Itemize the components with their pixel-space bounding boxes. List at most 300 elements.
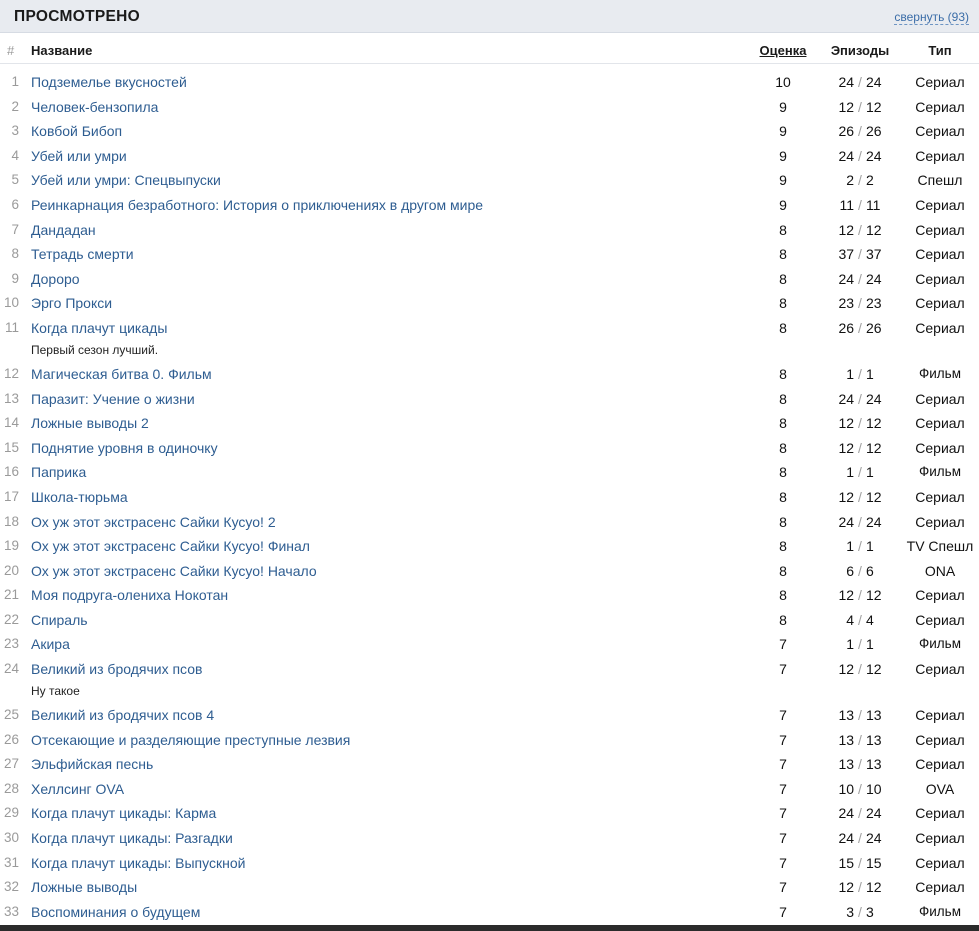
title-link[interactable]: Когда плачут цикады: Разгадки: [31, 830, 233, 847]
bottom-bar: [0, 925, 979, 931]
score-value: 9: [779, 123, 787, 140]
episodes-watched: 12: [838, 415, 855, 432]
score-value: 7: [779, 830, 787, 847]
table-row: [0, 95, 979, 120]
type-value: Фильм: [919, 636, 961, 652]
episodes-watched: 13: [838, 756, 855, 773]
type-value: Сериал: [915, 707, 965, 724]
type-value: Сериал: [915, 439, 965, 456]
title-link[interactable]: Великий из бродячих псов 4: [31, 707, 215, 724]
episodes-cell: [820, 781, 900, 797]
row-note: Первый сезон лучший.: [31, 342, 159, 357]
score-value: 8: [779, 513, 787, 530]
episodes-separator: /: [858, 270, 862, 287]
episodes-cell: [820, 366, 900, 382]
table-row: [0, 70, 979, 95]
column-header-name: Название: [31, 43, 93, 58]
title-link[interactable]: Дандадан: [31, 221, 96, 238]
title-link[interactable]: Школа-тюрьма: [31, 488, 128, 505]
table-row: [0, 168, 979, 193]
row-number: 21: [3, 587, 19, 603]
episodes-total: 12: [865, 439, 882, 456]
episodes-separator: /: [858, 731, 862, 748]
row-number: 12: [3, 365, 19, 381]
episodes-separator: /: [858, 854, 862, 871]
episodes-cell: [820, 732, 900, 748]
title-link[interactable]: Паразит: Учение о жизни: [31, 390, 195, 407]
table-row: [0, 632, 979, 657]
score-value: 9: [779, 147, 787, 164]
row-number: 23: [3, 636, 19, 652]
row-number: 28: [3, 780, 19, 796]
title-link[interactable]: Ковбой Бибоп: [31, 123, 123, 140]
table-row: [0, 703, 979, 728]
row-number: 27: [3, 756, 19, 772]
episodes-cell: [820, 172, 900, 188]
title-link[interactable]: Ох уж этот экстрасенс Сайки Кусуо! Начало: [31, 562, 317, 579]
episodes-total: 24: [865, 147, 882, 164]
episodes-cell: [820, 148, 900, 164]
row-number: 11: [4, 319, 19, 335]
title-link[interactable]: Эльфийская песнь: [31, 756, 154, 773]
episodes-watched: 12: [838, 661, 855, 678]
column-header-score[interactable]: Оценка: [759, 43, 807, 58]
table-row: [0, 411, 979, 436]
episodes-cell: [820, 295, 900, 311]
episodes-cell: [820, 904, 900, 920]
score-value: 8: [779, 562, 787, 579]
title-link[interactable]: Дороро: [31, 270, 80, 287]
title-link[interactable]: Магическая битва 0. Фильм: [31, 365, 212, 382]
table-row: [0, 267, 979, 292]
row-number: 20: [3, 562, 19, 578]
type-value: Сериал: [915, 221, 965, 238]
episodes-separator: /: [858, 636, 862, 653]
episodes-watched: 24: [838, 74, 855, 90]
score-value: 8: [779, 611, 787, 628]
episodes-cell: [820, 830, 900, 846]
episodes-separator: /: [858, 830, 862, 847]
episodes-total: 12: [865, 587, 882, 604]
title-link[interactable]: Ох уж этот экстрасенс Сайки Кусуо! 2: [31, 513, 276, 530]
title-link[interactable]: Ложные выводы 2: [31, 415, 149, 432]
episodes-cell: [820, 636, 900, 652]
row-number: 2: [11, 98, 19, 114]
episodes-cell: [820, 464, 900, 480]
collapse-link[interactable]: свернуть (93): [894, 10, 969, 24]
table-row: [0, 875, 979, 900]
episodes-separator: /: [858, 98, 862, 115]
type-value: Сериал: [915, 731, 965, 748]
table-row: [0, 436, 979, 461]
episodes-total: 26: [865, 319, 882, 336]
table-row: [0, 826, 979, 851]
title-link[interactable]: Тетрадь смерти: [31, 246, 134, 263]
table-row: [0, 752, 979, 777]
type-value: Сериал: [915, 661, 965, 678]
episodes-separator: /: [858, 903, 862, 920]
table-header: [0, 33, 979, 64]
table-row: [0, 583, 979, 608]
row-number: 32: [3, 879, 19, 895]
title-link[interactable]: Когда плачут цикады: Карма: [31, 805, 217, 822]
episodes-total: 6: [865, 562, 874, 579]
table-row: [0, 485, 979, 510]
score-value: 7: [779, 903, 787, 920]
type-value: ONA: [924, 562, 956, 579]
score-value: 8: [779, 439, 787, 456]
title-link[interactable]: Реинкарнация безработного: История о приключениях в другом мире: [31, 196, 484, 213]
table-row: [0, 801, 979, 826]
episodes-watched: 24: [838, 513, 855, 530]
row-number: 8: [11, 246, 19, 262]
episodes-cell: [820, 99, 900, 115]
title-link[interactable]: Хеллсинг OVA: [31, 780, 125, 797]
episodes-separator: /: [858, 295, 862, 312]
section-header: [0, 0, 979, 33]
column-header-number: #: [7, 43, 15, 58]
episodes-watched: 10: [838, 780, 855, 797]
type-value: Сериал: [915, 295, 965, 312]
row-number: 7: [11, 221, 19, 237]
episodes-separator: /: [858, 707, 862, 724]
title-link[interactable]: Эрго Прокси: [31, 295, 113, 312]
episodes-cell: [820, 440, 900, 456]
type-value: Сериал: [915, 830, 965, 847]
episodes-separator: /: [858, 147, 862, 164]
episodes-total: 1: [865, 365, 874, 382]
episodes-cell: [820, 563, 900, 579]
type-value: Сериал: [915, 319, 965, 336]
table-row: [0, 316, 979, 362]
episodes-total: 4: [865, 611, 874, 628]
episodes-cell: [820, 661, 900, 677]
row-number: 15: [3, 439, 19, 455]
episodes-cell: [820, 74, 900, 90]
type-value: Сериал: [915, 147, 965, 164]
row-number: 17: [3, 488, 19, 504]
watched-list: [0, 70, 979, 924]
episodes-separator: /: [858, 488, 862, 505]
type-value: Сериал: [915, 270, 965, 287]
title-link[interactable]: Ох уж этот экстрасенс Сайки Кусуо! Финал: [31, 538, 310, 555]
column-header-episodes: Эпизоды: [830, 43, 890, 58]
row-number: 4: [11, 147, 19, 163]
episodes-separator: /: [858, 390, 862, 407]
title-link[interactable]: Ложные выводы: [31, 879, 138, 896]
score-value: 7: [779, 879, 787, 896]
episodes-separator: /: [858, 538, 862, 555]
episodes-total: 24: [865, 270, 882, 287]
episodes-separator: /: [858, 879, 862, 896]
type-value: Сериал: [915, 488, 965, 505]
score-value: 9: [779, 98, 787, 115]
table-row: [0, 242, 979, 267]
score-value: 8: [779, 365, 787, 382]
score-value: 8: [779, 587, 787, 604]
score-value: 8: [779, 464, 787, 481]
episodes-total: 24: [865, 390, 882, 407]
title-link[interactable]: Паприка: [31, 464, 87, 481]
episodes-cell: [820, 879, 900, 895]
title-link[interactable]: Когда плачут цикады: [31, 319, 168, 336]
episodes-separator: /: [858, 196, 862, 213]
score-value: 10: [775, 74, 791, 90]
episodes-watched: 24: [838, 805, 855, 822]
title-link[interactable]: Отсекающие и разделяющие преступные лезвия: [31, 731, 351, 748]
row-number: 24: [3, 661, 19, 677]
episodes-watched: 1: [846, 464, 855, 481]
score-value: 8: [779, 221, 787, 238]
episodes-separator: /: [858, 756, 862, 773]
row-number: 10: [3, 295, 19, 311]
score-value: 8: [779, 415, 787, 432]
episodes-total: 13: [865, 756, 882, 773]
episodes-cell: [820, 855, 900, 871]
episodes-total: 12: [865, 879, 882, 896]
title-link[interactable]: Убей или умри: Спецвыпуски: [31, 172, 221, 189]
episodes-watched: 13: [838, 731, 855, 748]
episodes-watched: 15: [838, 854, 855, 871]
type-value: Сериал: [915, 74, 965, 90]
episodes-total: 2: [865, 172, 874, 189]
episodes-total: 24: [865, 830, 882, 847]
table-row: [0, 900, 979, 925]
row-number: 22: [3, 611, 19, 627]
episodes-watched: 12: [838, 98, 855, 115]
type-value: Спешл: [917, 172, 963, 189]
table-row: [0, 218, 979, 243]
score-value: 7: [779, 707, 787, 724]
episodes-total: 11: [865, 196, 881, 213]
score-value: 8: [779, 295, 787, 312]
title-link[interactable]: Спираль: [31, 611, 88, 628]
episodes-separator: /: [858, 415, 862, 432]
episodes-total: 12: [865, 98, 882, 115]
table-row: [0, 534, 979, 559]
episodes-watched: 24: [838, 390, 855, 407]
episodes-watched: 13: [838, 707, 855, 724]
episodes-total: 24: [865, 74, 882, 90]
episodes-separator: /: [858, 123, 862, 140]
row-number: 31: [3, 854, 19, 870]
episodes-cell: [820, 756, 900, 772]
episodes-total: 26: [865, 123, 882, 140]
row-number: 33: [3, 903, 19, 919]
type-value: Сериал: [915, 390, 965, 407]
episodes-cell: [820, 222, 900, 238]
title-link[interactable]: Великий из бродячих псов: [31, 661, 203, 678]
title-link[interactable]: Моя подруга-олениха Нокотан: [31, 587, 229, 604]
table-row: [0, 728, 979, 753]
row-number: 29: [3, 805, 19, 821]
type-value: Сериал: [915, 98, 965, 115]
row-number: 16: [3, 464, 19, 480]
episodes-total: 1: [865, 636, 874, 653]
type-value: Сериал: [915, 123, 965, 140]
episodes-watched: 37: [838, 246, 855, 263]
table-row: [0, 608, 979, 633]
title-link[interactable]: Человек-бензопила: [31, 98, 159, 115]
episodes-total: 10: [865, 780, 882, 797]
row-number: 5: [11, 172, 19, 188]
episodes-separator: /: [858, 365, 862, 382]
episodes-separator: /: [858, 439, 862, 456]
score-value: 8: [779, 270, 787, 287]
title-link[interactable]: Акира: [31, 636, 70, 653]
episodes-watched: 12: [838, 439, 855, 456]
episodes-separator: /: [858, 464, 862, 481]
episodes-total: 12: [865, 488, 882, 505]
row-number: 13: [3, 390, 19, 406]
type-value: Сериал: [915, 879, 965, 896]
row-number: 6: [11, 196, 19, 212]
score-value: 7: [779, 805, 787, 822]
episodes-cell: [820, 391, 900, 407]
episodes-separator: /: [858, 74, 862, 90]
title-link[interactable]: Воспоминания о будущем: [31, 903, 201, 920]
episodes-watched: 12: [838, 488, 855, 505]
episodes-separator: /: [858, 562, 862, 579]
row-number: 14: [3, 415, 19, 431]
score-value: 7: [779, 780, 787, 797]
score-value: 7: [779, 661, 787, 678]
type-value: Сериал: [915, 415, 965, 432]
episodes-cell: [820, 415, 900, 431]
score-value: 8: [779, 390, 787, 407]
table-row: [0, 291, 979, 316]
title-link[interactable]: Подземелье вкусностей: [31, 74, 187, 90]
episodes-cell: [820, 612, 900, 628]
type-value: Сериал: [915, 854, 965, 871]
episodes-cell: [820, 320, 900, 336]
type-value: TV Спешл: [906, 538, 974, 555]
episodes-cell: [820, 271, 900, 287]
episodes-separator: /: [858, 661, 862, 678]
type-value: Сериал: [915, 196, 965, 213]
episodes-total: 12: [865, 415, 882, 432]
episodes-total: 3: [865, 903, 874, 920]
type-value: OVA: [925, 780, 955, 797]
score-value: 8: [779, 319, 787, 336]
episodes-total: 37: [865, 246, 882, 263]
score-value: 7: [779, 731, 787, 748]
row-number: 26: [3, 731, 19, 747]
table-row: [0, 193, 979, 218]
row-number: 1: [11, 74, 19, 89]
type-value: Сериал: [915, 805, 965, 822]
row-number: 19: [3, 538, 19, 554]
table-row: [0, 119, 979, 144]
episodes-separator: /: [858, 221, 862, 238]
title-link[interactable]: Убей или умри: [31, 147, 127, 164]
score-value: 7: [779, 854, 787, 871]
episodes-watched: 1: [846, 636, 855, 653]
episodes-watched: 23: [838, 295, 855, 312]
score-value: 9: [779, 172, 787, 189]
type-value: Сериал: [915, 611, 965, 628]
episodes-cell: [820, 514, 900, 530]
column-header-type: Тип: [928, 43, 952, 58]
section-title: ПРОСМОТРЕНО: [14, 8, 140, 25]
episodes-separator: /: [858, 587, 862, 604]
episodes-watched: 24: [838, 830, 855, 847]
episodes-cell: [820, 805, 900, 821]
score-value: 8: [779, 488, 787, 505]
type-value: Сериал: [915, 246, 965, 263]
table-row: [0, 460, 979, 485]
episodes-total: 12: [865, 661, 882, 678]
table-row: [0, 362, 979, 387]
episodes-separator: /: [858, 246, 862, 263]
type-value: Сериал: [915, 587, 965, 604]
episodes-total: 1: [865, 464, 874, 481]
score-value: 8: [779, 538, 787, 555]
row-number: 3: [11, 123, 19, 139]
table-row: [0, 657, 979, 703]
episodes-total: 13: [865, 707, 882, 724]
type-value: Фильм: [919, 903, 961, 919]
episodes-separator: /: [858, 611, 862, 628]
row-note: Ну такое: [31, 684, 80, 699]
episodes-cell: [820, 246, 900, 262]
type-value: Фильм: [919, 464, 961, 480]
type-value: Сериал: [915, 513, 965, 530]
episodes-watched: 12: [838, 221, 855, 238]
episodes-watched: 12: [838, 587, 855, 604]
episodes-total: 24: [865, 513, 882, 530]
episodes-cell: [820, 123, 900, 139]
episodes-watched: 24: [838, 147, 855, 164]
row-number: 25: [3, 707, 19, 723]
episodes-watched: 1: [846, 538, 855, 555]
episodes-cell: [820, 587, 900, 603]
episodes-cell: [820, 489, 900, 505]
episodes-separator: /: [858, 513, 862, 530]
score-value: 8: [779, 246, 787, 263]
episodes-separator: /: [858, 172, 862, 189]
title-link[interactable]: Когда плачут цикады: Выпускной: [31, 854, 246, 871]
episodes-watched: 4: [846, 611, 855, 628]
table-row: [0, 387, 979, 412]
episodes-total: 12: [865, 221, 882, 238]
table-row: [0, 559, 979, 584]
episodes-total: 13: [865, 731, 882, 748]
episodes-watched: 12: [838, 879, 855, 896]
table-row: [0, 510, 979, 535]
episodes-total: 1: [865, 538, 874, 555]
row-number: 9: [11, 270, 19, 286]
table-row: [0, 144, 979, 169]
episodes-watched: 11: [839, 196, 855, 213]
episodes-watched: 2: [846, 172, 855, 189]
title-link[interactable]: Поднятие уровня в одиночку: [31, 439, 218, 456]
episodes-watched: 24: [838, 270, 855, 287]
score-value: 9: [779, 196, 787, 213]
episodes-watched: 3: [846, 903, 855, 920]
episodes-total: 15: [865, 854, 882, 871]
score-value: 7: [779, 636, 787, 653]
episodes-cell: [820, 538, 900, 554]
episodes-total: 24: [865, 805, 882, 822]
table-row: [0, 777, 979, 802]
episodes-separator: /: [858, 805, 862, 822]
episodes-separator: /: [858, 319, 862, 336]
type-value: Фильм: [919, 365, 961, 381]
episodes-watched: 26: [838, 123, 855, 140]
table-row: [0, 851, 979, 876]
episodes-total: 23: [865, 295, 882, 312]
